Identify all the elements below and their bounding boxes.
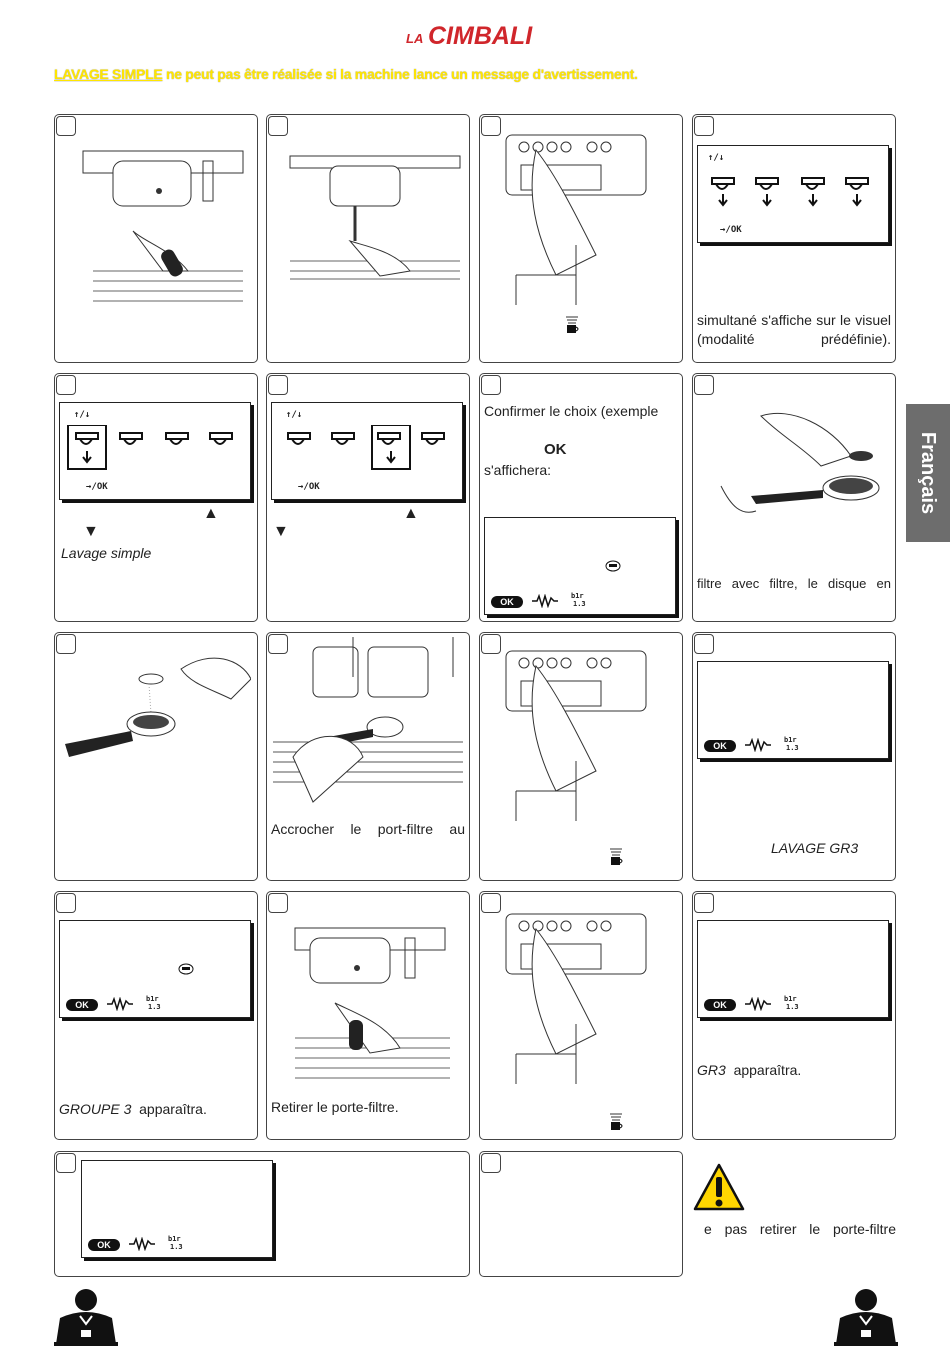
- machine-illustration: [285, 898, 465, 1098]
- display-nav: ↑/↓: [286, 410, 303, 420]
- language-tab-label: Français: [917, 431, 939, 515]
- panel-13: [54, 891, 258, 1140]
- barista-icon: [54, 1288, 118, 1348]
- panel-13-italic: GROUPE 3: [59, 1101, 132, 1117]
- cimbali-logo: [400, 22, 550, 52]
- panel-5: [54, 373, 258, 622]
- panel-7-line3: s'affichera:: [484, 462, 552, 478]
- panel-10: [266, 632, 470, 881]
- pressure-label: 1.3: [148, 1003, 161, 1011]
- panel-8: [692, 373, 896, 622]
- panel-11: [479, 632, 683, 881]
- pressure-label: 1.3: [170, 1243, 183, 1251]
- ok-button[interactable]: OK: [704, 999, 736, 1011]
- panel-13-text: [59, 1100, 207, 1119]
- keypad-illustration: [496, 641, 676, 821]
- headline-underlined: LAVAGE SIMPLE: [54, 66, 163, 82]
- barista-icon: [834, 1288, 898, 1348]
- logo-la: LA: [406, 31, 424, 46]
- panel-7-line1: Confirmer le choix (exemple: [484, 403, 659, 419]
- keypad-illustration: [496, 125, 676, 305]
- step-number-box: [56, 893, 76, 913]
- cup-icon: [608, 1112, 624, 1132]
- panel-4: [692, 114, 896, 363]
- display-screen: [697, 661, 889, 759]
- group-icons: [706, 170, 876, 210]
- cup-icon: [564, 315, 580, 335]
- headline: [54, 66, 764, 84]
- warning-icon: [693, 1163, 745, 1211]
- step-number-box: [694, 634, 714, 654]
- down-arrow-icon: ▼: [273, 523, 289, 540]
- cup-icon: [608, 847, 624, 867]
- panel-14-text: Retirer le porte-filtre.: [271, 1099, 399, 1115]
- panel-9: [54, 632, 258, 881]
- panel-7: [479, 373, 683, 622]
- pulse-icon: [744, 738, 772, 752]
- ok-button[interactable]: OK: [704, 740, 736, 752]
- ok-button[interactable]: OK: [491, 596, 523, 608]
- panel-8-text: filtre avec filtre, le disque en: [697, 576, 891, 591]
- powder-illustration: [61, 639, 251, 769]
- display-confirm: →/OK: [720, 225, 742, 235]
- cup-small-icon: [178, 963, 194, 975]
- panel-12: [692, 632, 896, 881]
- panel-16-italic: GR3: [697, 1062, 726, 1078]
- panel-2: [266, 114, 470, 363]
- filter-illustration: [701, 386, 881, 536]
- ok-button[interactable]: OK: [88, 1239, 120, 1251]
- panel-17: [54, 1151, 470, 1277]
- panel-13-rest: apparaîtra.: [139, 1101, 207, 1117]
- display-confirm: →/OK: [298, 482, 320, 492]
- display-screen: [59, 920, 251, 1018]
- step-number-box: [694, 116, 714, 136]
- steam-label: b1r: [784, 736, 797, 744]
- step-number-box: [56, 375, 76, 395]
- display-confirm: →/OK: [86, 482, 108, 492]
- steam-label: b1r: [784, 995, 797, 1003]
- display-nav: ↑/↓: [74, 410, 91, 420]
- pressure-label: 1.3: [786, 744, 799, 752]
- step-number-box: [268, 375, 288, 395]
- panel-6: [266, 373, 470, 622]
- up-arrow-icon: ▲: [403, 505, 419, 522]
- display-nav: ↑/↓: [708, 153, 725, 163]
- group-icons-selected-3: [278, 425, 458, 475]
- up-arrow-icon: ▲: [203, 505, 219, 522]
- pressure-label: 1.3: [786, 1003, 799, 1011]
- machine-illustration: [73, 121, 253, 331]
- display-screen: [271, 402, 463, 500]
- panel-15: [479, 891, 683, 1140]
- panel-1: [54, 114, 258, 363]
- panel-10-text: Accrocher le port-filtre au: [271, 821, 465, 837]
- headline-rest: ne peut pas être réalisée si la machine lance un message d'avertissement.: [162, 66, 638, 82]
- ok-button[interactable]: OK: [66, 999, 98, 1011]
- panel-12-text: LAVAGE GR3: [771, 840, 859, 856]
- display-screen: [697, 145, 889, 243]
- panel-3: [479, 114, 683, 363]
- pulse-icon: [128, 1237, 156, 1251]
- display-screen: [697, 920, 889, 1018]
- steam-label: b1r: [146, 995, 159, 1003]
- pulse-icon: [531, 594, 559, 608]
- panel-16-text: [697, 1061, 801, 1080]
- machine-illustration: [273, 637, 463, 807]
- panel-16: [692, 891, 896, 1140]
- panel-16-rest: apparaîtra.: [733, 1062, 802, 1078]
- steam-label: b1r: [168, 1235, 181, 1243]
- language-tab: [906, 404, 950, 542]
- display-screen: [59, 402, 251, 500]
- keypad-illustration: [496, 904, 676, 1084]
- down-arrow-icon: ▼: [83, 523, 99, 540]
- machine-illustration: [285, 121, 465, 291]
- panel-14: [266, 891, 470, 1140]
- step-number-box: [481, 1153, 501, 1173]
- pressure-label: 1.3: [573, 600, 586, 608]
- panel-7-ok: OK: [544, 441, 567, 458]
- group-icons-selected-1: [66, 425, 246, 475]
- step-number-box: [694, 893, 714, 913]
- display-screen: [484, 517, 676, 615]
- panel-18: [479, 1151, 683, 1277]
- display-screen: [81, 1160, 273, 1258]
- step-number-box: [481, 375, 501, 395]
- pulse-icon: [106, 997, 134, 1011]
- cup-small-icon: [605, 560, 621, 572]
- warning-text: e pas retirer le porte-filtre: [704, 1221, 896, 1237]
- pulse-icon: [744, 997, 772, 1011]
- step-number-box: [56, 1153, 76, 1173]
- logo-name: CIMBALI: [428, 22, 533, 50]
- panel-5-text: Lavage simple: [61, 545, 152, 561]
- steam-label: b1r: [571, 592, 584, 600]
- panel-4-text: simultané s'affiche sur le visuel (modalité prédéfinie).: [697, 312, 891, 347]
